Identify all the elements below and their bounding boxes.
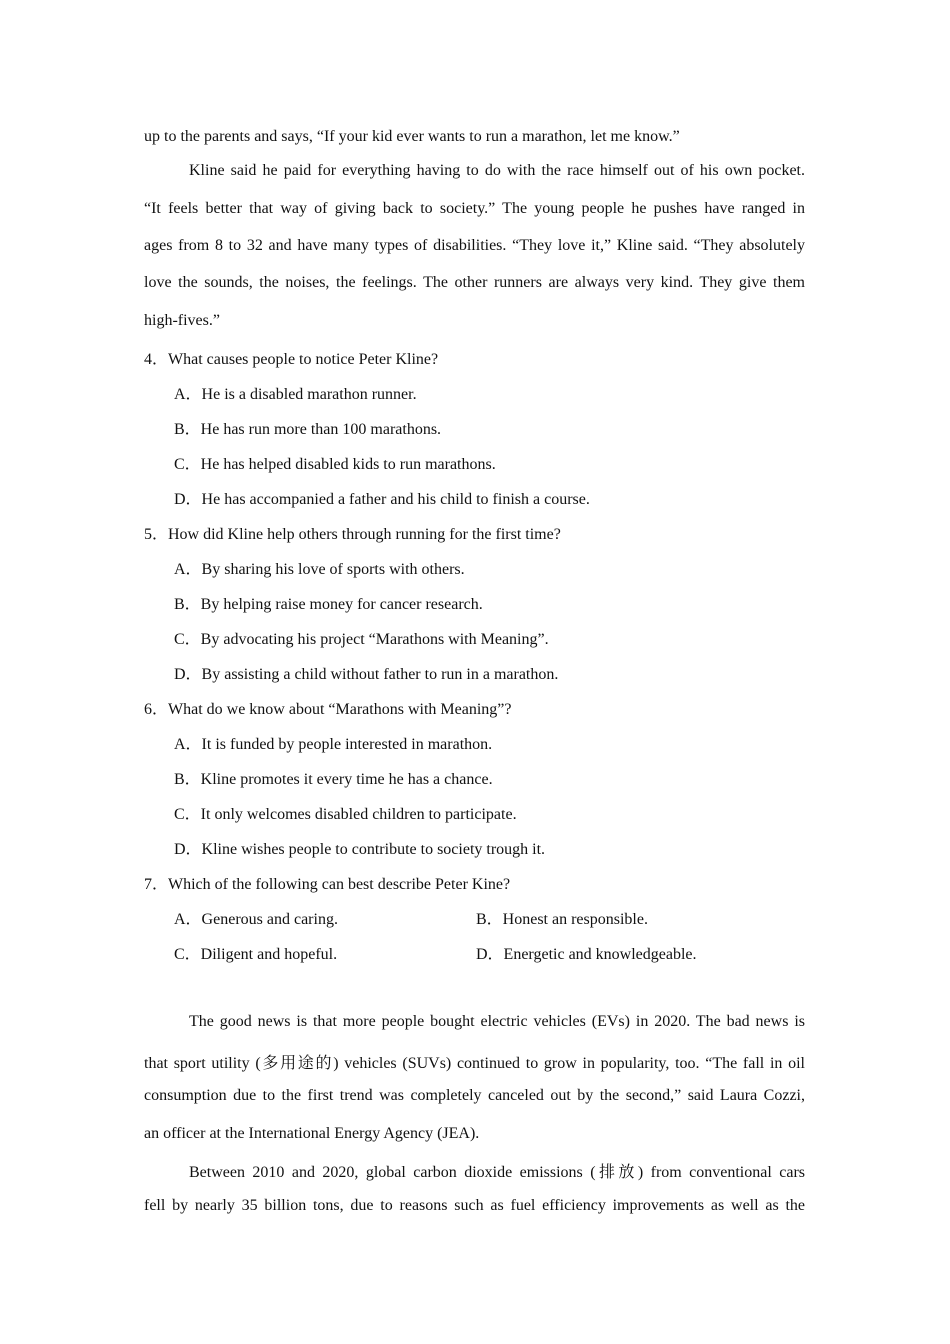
answer-option: B．Honest an responsible. <box>476 911 648 928</box>
passage-line: that sport utility (多用途的) vehicles (SUVs) continued to grow in popularity, too. “The fall in oil <box>144 1055 805 1072</box>
question-stem: 7．Which of the following can best describe Peter Kine? <box>144 876 511 893</box>
passage-line: Between 2010 and 2020, global carbon dioxide emissions (排放) from conventional cars <box>189 1164 805 1181</box>
passage-line: ages from 8 to 32 and have many types of disabilities. “They love it,” Kline said. “They absolutely <box>144 237 805 254</box>
answer-option: D．Energetic and knowledgeable. <box>476 946 697 963</box>
passage-line: “It feels better that way of giving back to society.” The young people he pushes have ranged in <box>144 200 805 217</box>
passage-line: up to the parents and says, “If your kid ever wants to run a marathon, let me know.” <box>144 128 680 145</box>
answer-option: B．By helping raise money for cancer research. <box>174 596 483 613</box>
question-stem: 6．What do we know about “Marathons with Meaning”? <box>144 701 512 718</box>
answer-option: D．Kline wishes people to contribute to society trough it. <box>174 841 546 858</box>
passage-line: The good news is that more people bought electric vehicles (EVs) in 2020. The bad news is <box>189 1013 805 1030</box>
answer-option: A．By sharing his love of sports with others. <box>174 561 465 578</box>
answer-option: C．By advocating his project “Marathons with Meaning”. <box>174 631 549 648</box>
passage-line: high-fives.” <box>144 312 220 329</box>
passage-line: consumption due to the first trend was completely canceled out by the second,” said Laura Cozzi, <box>144 1087 805 1104</box>
answer-option: A．It is funded by people interested in marathon. <box>174 736 493 753</box>
answer-option: C．He has helped disabled kids to run marathons. <box>174 456 496 473</box>
answer-option: A．He is a disabled marathon runner. <box>174 386 417 403</box>
answer-option: A．Generous and caring. <box>174 911 338 928</box>
answer-option: C．It only welcomes disabled children to participate. <box>174 806 517 823</box>
answer-option: B．Kline promotes it every time he has a chance. <box>174 771 493 788</box>
question-stem: 4．What causes people to notice Peter Kline? <box>144 351 439 368</box>
answer-option: C．Diligent and hopeful. <box>174 946 338 963</box>
passage-line: Kline said he paid for everything having to do with the race himself out of his own pocket. <box>189 162 805 179</box>
passage-line: fell by nearly 35 billion tons, due to reasons such as fuel efficiency improvements as well as the <box>144 1197 805 1214</box>
answer-option: D．He has accompanied a father and his child to finish a course. <box>174 491 590 508</box>
passage-line: love the sounds, the noises, the feelings. The other runners are always very kind. They give them <box>144 274 805 291</box>
answer-option: D．By assisting a child without father to run in a marathon. <box>174 666 559 683</box>
passage-line: an officer at the International Energy Agency (JEA). <box>144 1125 480 1142</box>
question-stem: 5．How did Kline help others through running for the first time? <box>144 526 561 543</box>
answer-option: B．He has run more than 100 marathons. <box>174 421 442 438</box>
